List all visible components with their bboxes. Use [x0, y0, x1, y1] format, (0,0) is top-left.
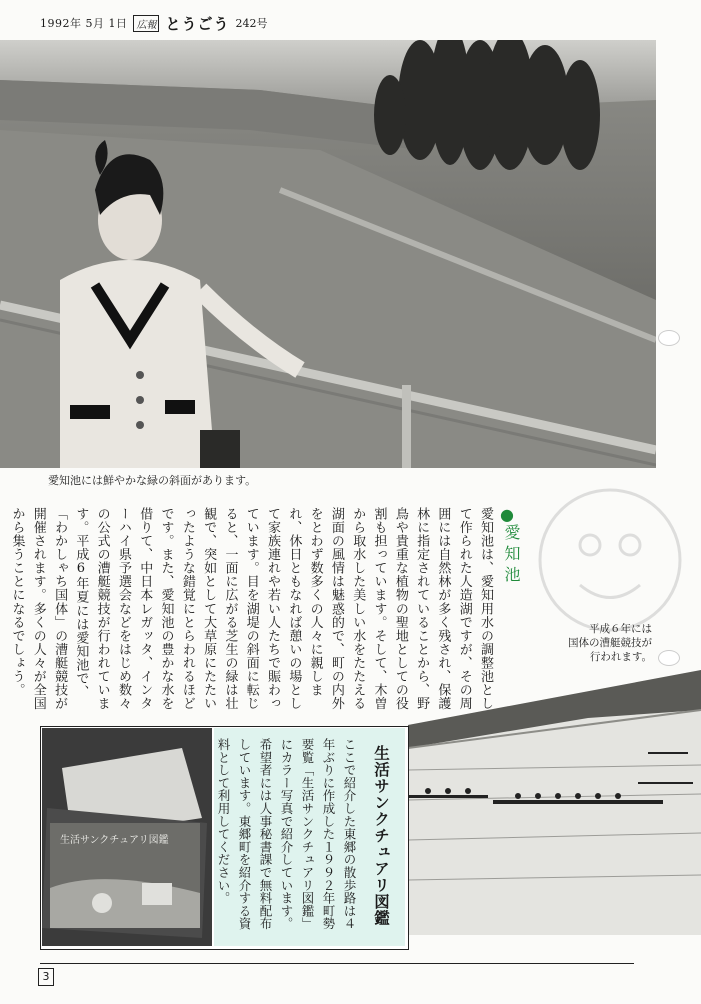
article-body: 愛知池は、愛知用水の調整池として作られた人造湖ですが、その周囲には自然林が多く残され、保護林に指定されていることから、野鳥や貴重な植物の聖地としての役割も担っています。そして、木曽から取水した美しい水をたたえる湖面の風情は魅惑的で、町の内外をとわず数多くの人々に親しまれ、休日ともなれば憩いの場として家族連れや若い人たちで賑わっています。目を湖堤の斜面に転じると、一面に広がる芝生の緑は壮観で、突如として大草原にたたいったような錯覚にとらわれるほどです。また、愛知池の豊かな水を借りて、中日本レガッタ、インターハイ県予選会などをはじめ数々の公式の漕艇競技が行われています。平成6年夏には愛知池で、「わかしゃち国体」の漕艇競技が開催されます。多くの人々が全国から集うことになるでしょう。: [9, 507, 493, 711]
main-photo-caption: 愛知池には鮮やかな緑の斜面があります。: [48, 474, 257, 487]
punch-hole: [658, 650, 680, 666]
bullet-dot-icon: ●: [500, 505, 514, 524]
sanctuary-body: ここで紹介した東郷の散歩路は４年ぶりに作成した１９９２年町勢要覧「生活サンクチュアリ図鑑」にカラー写真で紹介しています。希望者には人事秘書課で無料配布しています。東郷町を紹介する資料として利用してください。: [216, 738, 357, 930]
boat-photo-caption: [520, 622, 652, 664]
sanctuary-title: 生活サンクチュアリ図鑑: [372, 745, 390, 927]
footer-rule: [40, 963, 634, 964]
boat-caption-line-1: 平成６年には: [589, 623, 652, 635]
article-title: 愛知池: [502, 524, 521, 587]
woman-at-lake-slope-photo: [0, 40, 656, 468]
book-cover-title: 生活サンクチュアリ図鑑: [60, 835, 169, 846]
main-photo: [0, 40, 656, 468]
issue-date: 1992年 5月 1日: [40, 17, 128, 30]
boat-caption-line-3: 行われます。: [589, 651, 652, 663]
rowing-on-lake-photo: [408, 670, 701, 935]
booklet-photo: [42, 728, 212, 946]
kouhou-mark: 広報: [133, 15, 159, 32]
page-header: [40, 12, 300, 34]
issue-number: 242号: [235, 17, 268, 30]
publication-name: とうごう: [165, 14, 230, 33]
rowing-photo: [408, 670, 701, 935]
article-title-block: [500, 505, 540, 635]
boat-caption-line-2: 国体の漕艇競技が: [568, 637, 652, 649]
book-photo: [42, 728, 212, 946]
page-number: 3: [38, 968, 54, 986]
punch-hole: [658, 330, 680, 346]
